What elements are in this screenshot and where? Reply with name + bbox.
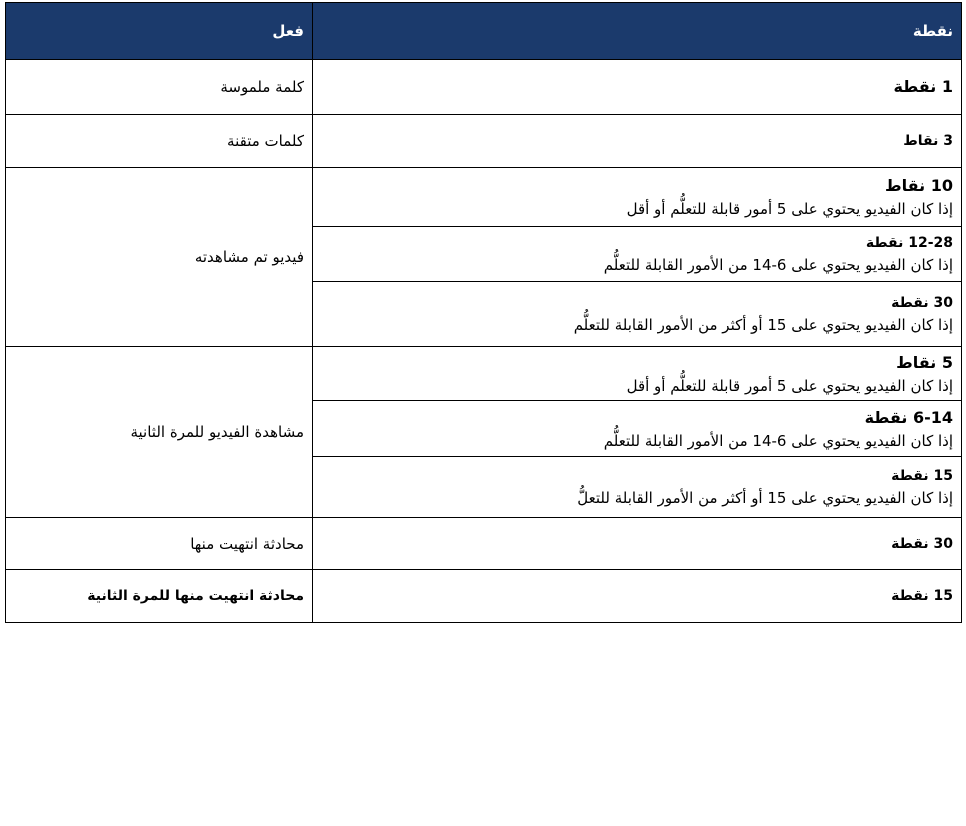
- action-cell: [6, 347, 313, 518]
- points-cell: [313, 115, 962, 168]
- points-cell: [313, 401, 962, 457]
- action-label: محادثة انتهيت منها: [190, 534, 304, 553]
- action-cell: [6, 168, 313, 347]
- points-value: 30 نقطة: [891, 295, 953, 311]
- points-value: 6-14 نقطة: [864, 407, 953, 427]
- table-row: [6, 115, 962, 168]
- points-value: 3 نقاط: [903, 133, 953, 149]
- action-cell: [6, 570, 313, 623]
- table-header-row: [6, 3, 962, 60]
- points-value: 1 نقطة: [893, 77, 953, 96]
- points-value: 15 نقطة: [891, 468, 953, 484]
- points-table-container: [5, 2, 961, 623]
- points-value: 12-28 نقطة: [865, 235, 953, 251]
- points-cell: [313, 570, 962, 623]
- header-points: نقطة: [313, 3, 962, 60]
- table-row: [6, 518, 962, 570]
- points-table: [5, 2, 962, 623]
- points-description: إذا كان الفيديو يحتوي على 15 أو أكثر من الأمور القابلة للتعلُّم: [573, 316, 953, 334]
- table-row: [6, 60, 962, 115]
- table-row: [6, 347, 962, 401]
- action-label: كلمة ملموسة: [220, 78, 304, 96]
- table-row: [6, 570, 962, 623]
- points-value: 15 نقطة: [891, 588, 953, 604]
- points-description: إذا كان الفيديو يحتوي على 5 أمور قابلة للتعلُّم أو أقل: [626, 200, 953, 218]
- action-label: مشاهدة الفيديو للمرة الثانية: [130, 423, 304, 441]
- points-cell: [313, 347, 962, 401]
- points-value: 5 نقاط: [896, 352, 953, 372]
- points-value: 30 نقطة: [891, 535, 953, 552]
- points-cell: [313, 457, 962, 518]
- action-label: فيديو تم مشاهدته: [194, 248, 304, 266]
- points-cell: [313, 518, 962, 570]
- header-action: فعل: [6, 3, 313, 60]
- action-cell: [6, 518, 313, 570]
- points-description: إذا كان الفيديو يحتوي على 6-14 من الأمور القابلة للتعلُّم: [603, 431, 953, 450]
- points-cell: [313, 60, 962, 115]
- points-description: إذا كان الفيديو يحتوي على 6-14 من الأمور القابلة للتعلُّم: [603, 256, 953, 274]
- points-cell: [313, 282, 962, 347]
- points-cell: [313, 168, 962, 227]
- table-row: [6, 168, 962, 227]
- points-description: إذا كان الفيديو يحتوي على 15 أو أكثر من الأمور القابلة للتعلُّ: [577, 489, 953, 507]
- action-cell: [6, 115, 313, 168]
- points-description: إذا كان الفيديو يحتوي على 5 أمور قابلة للتعلُّم أو أقل: [626, 376, 953, 395]
- points-cell: [313, 227, 962, 282]
- points-value: 10 نقاط: [885, 176, 953, 195]
- action-cell: [6, 60, 313, 115]
- action-label: كلمات متقنة: [227, 132, 304, 150]
- action-label: محادثة انتهيت منها للمرة الثانية: [87, 588, 304, 604]
